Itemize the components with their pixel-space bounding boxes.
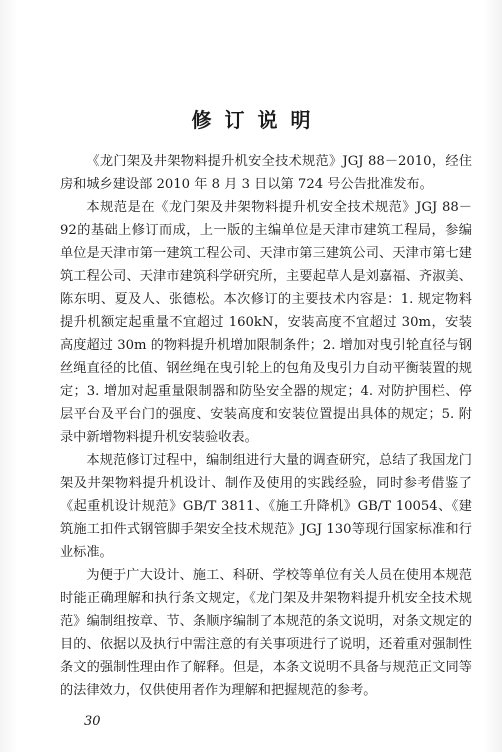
paragraph-4: 为便于广大设计、施工、科研、学校等单位有关人员在使用本规范时能正确理解和执行条文规定，《龙门架及井架物料提升机安全技术规范》编制组按章、节、条顺序编制了本规范的条文说明，对条文规定的目的、依据以及执行中需注意的有关事项进行了说明，还着重对强制性条文的强制性理由作了解释。但是，本条文说明不具备与规范正文同等的法律效力，仅供使用者作为理解和把握规范的参考。 [60, 568, 472, 698]
body-text [60, 150, 472, 702]
paragraph-2: 本规范是在《龙门架及井架物料提升机安全技术规范》JGJ 88－92的基础上修订而成，上一版的主编单位是天津市建筑工程局，参编单位是天津市第一建筑工程公司、天津市第三建筑公司、天津市第七建筑工程公司、天津市建筑科学研究所，主要起草人是刘嘉福、齐淑美、陈东明、夏及人、张德松。本次修订的主要技术内容是：1. 规定物料提升机额定起重量不宜超过 160kN，安装高度不宜超过 30m，安装高度超过 30m 的物料提升机增加限制条件；2. 增加对曳引轮直径与钢丝绳直径的比值、钢丝绳在曳引轮上的包角及曳引力自动平衡装置的规定；3. 增加对起重量限制器和防坠安全器的规定；4. 对防护围栏、停层平台及平台门的强度、安装高度和安装位置提出具体的规定；5. 附录中新增物料提升机安装验收表。 [60, 200, 472, 445]
page-number: 30 [84, 714, 101, 729]
paragraph-1: 《龙门架及井架物料提升机安全技术规范》JGJ 88－2010，经住房和城乡建设部 2010 年 8 月 3 日以第 724 号公告批准发布。 [60, 154, 472, 192]
paragraph-3: 本规范修订过程中，编制组进行大量的调查研究，总结了我国龙门架及井架物料提升机设计、制作及使用的实践经验，同时参考借鉴了《起重机设计规范》GB/T 3811、《施工升降机》GB/T 10054、《建筑施工扣件式钢管脚手架安全技术规范》JGJ 130等现行国家标准和行业标准。 [60, 453, 472, 560]
page-title: 修订说明 [191, 108, 324, 132]
